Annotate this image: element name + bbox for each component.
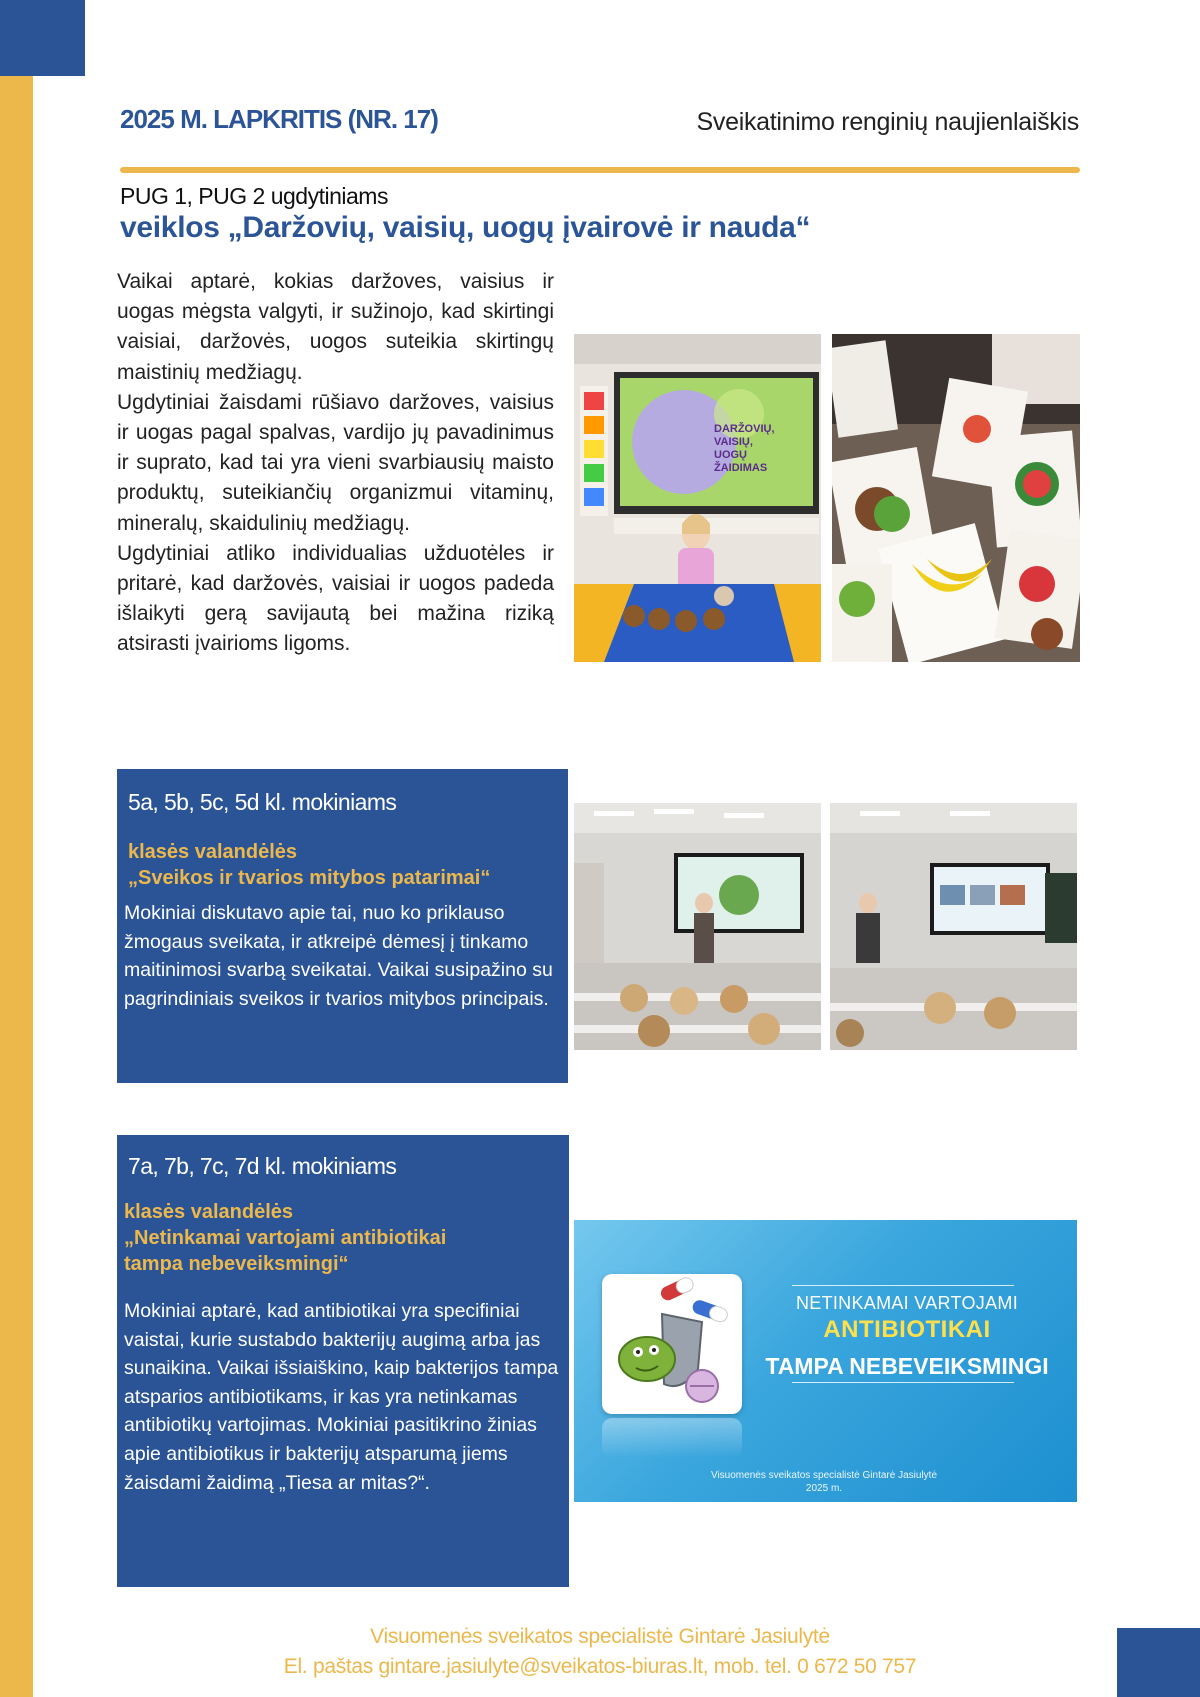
slide-illustration-reflection	[602, 1418, 742, 1458]
photo-classroom-screen	[574, 334, 821, 662]
section3-subtitle-line2: „Netinkamai vartojami antibiotikai	[124, 1227, 447, 1249]
pill-icon	[686, 1370, 718, 1402]
antibiotics-slide	[574, 1220, 1077, 1502]
section1-paragraph: Ugdytiniai žaisdami rūšiavo daržoves, vaisius ir uogas pagal spalvas, vardijo jų pavadinimus ir suprato, kad tai yra vieni svarbiausių maisto produktų, suteikiančių organizmui vitaminų, mineralų, skaidulinių medžiagų.	[117, 390, 554, 535]
slide-line3: TAMPA NEBEVEIKSMINGI	[765, 1353, 1049, 1379]
slide-divider	[792, 1382, 1014, 1383]
bacteria-icon	[619, 1337, 675, 1381]
photo-classroom-lesson-a	[574, 803, 821, 1050]
section2-audience: 5a, 5b, 5c, 5d kl. mokiniams	[128, 789, 397, 815]
issue-label: 2025 M. LAPKRITIS (NR. 17)	[120, 104, 438, 134]
screen-text: ŽAIDIMAS	[714, 462, 768, 474]
section1-paragraph: Vaikai aptarė, kokias daržoves, vaisius ir uogas mėgsta valgyti, ir sužinojo, kad skirtingi vaisiai, daržovės, uogos suteikia skirtingų maistinių medžiagų.	[117, 270, 554, 384]
section1-audience: PUG 1, PUG 2 ugdytiniams	[120, 183, 388, 209]
section2-body: Mokiniai diskutavo apie tai, nuo ko priklauso žmogaus sveikata, ir atkreipė dėmesį į tinkamo maitinimosi svarbą sveikatai. Vaikai susipažino su pagrindiniais sveikos ir tvarios mitybos principais.	[124, 902, 553, 1010]
slide-divider	[792, 1285, 1014, 1286]
section3-panel	[117, 1135, 569, 1587]
screen-text: VAISIŲ,	[714, 436, 753, 448]
section3-subtitle-line3: tampa nebeveiksmingi“	[124, 1253, 349, 1275]
slide-credit: Visuomenės sveikatos specialistė Gintarė Jasiulytė	[710, 1470, 938, 1481]
section1-paragraph: Ugdytiniai atliko individualias užduotėles ir pritarė, kad daržovės, vaisiai ir uogos padeda išlaikyti gerą savijautą bei mažina riziką atsirasti įvairioms ligoms.	[117, 541, 554, 656]
section3-body: Mokiniai aptarė, kad antibiotikai yra specifiniai vaistai, kurie sustabdo bakterijų augimą arba jas sunaikina. Vaikai išsiaiškino, kaip bakterijos tampa atsparios antibiotikams, ir kas yra netinkamas antibiotikų vartojimas. Mokiniai pasitikrino žinias apie antibiotikus ir bakterijų atsparumą jiems žaisdami žaidimą „Tiesa ar mitas?“.	[124, 1300, 559, 1494]
slide-credit-year: 2025 m.	[805, 1483, 843, 1494]
corner-block-top-left	[0, 0, 85, 76]
footer-contacts: El. paštas gintare.jasiulyte@sveikatos-biuras.lt, mob. tel. 0 672 50 757	[283, 1655, 917, 1678]
slide-illustration	[602, 1274, 742, 1414]
photo-classroom-lesson-b	[830, 803, 1077, 1050]
slide-line1: NETINKAMAI VARTOJAMI	[795, 1293, 1019, 1313]
section2-subtitle-line1: klasės valandėlės	[128, 841, 298, 863]
left-accent-bar	[0, 0, 33, 1697]
photo-children-worksheets	[832, 334, 1080, 662]
header-divider	[120, 167, 1080, 173]
slide-line2: ANTIBIOTIKAI	[823, 1316, 991, 1343]
section2-subtitle-line2: „Sveikos ir tvarios mitybos patarimai“	[128, 867, 491, 889]
section3-subtitle-line1: klasės valandėlės	[124, 1201, 294, 1223]
section2-panel	[117, 769, 568, 1083]
section3-audience: 7a, 7b, 7c, 7d kl. mokiniams	[128, 1153, 397, 1179]
newsletter-title: Sveikatinimo renginių naujienlaiškis	[696, 108, 1079, 136]
screen-text: DARŽOVIŲ,	[714, 423, 775, 435]
section1-title: veiklos „Daržovių, vaisių, uogų įvairovė ir nauda“	[120, 211, 811, 244]
screen-text: UOGŲ	[714, 449, 747, 461]
capsule-icon	[659, 1275, 696, 1302]
section1-body	[117, 267, 554, 660]
footer-author: Visuomenės sveikatos specialistė Gintarė Jasiulytė	[370, 1625, 830, 1648]
